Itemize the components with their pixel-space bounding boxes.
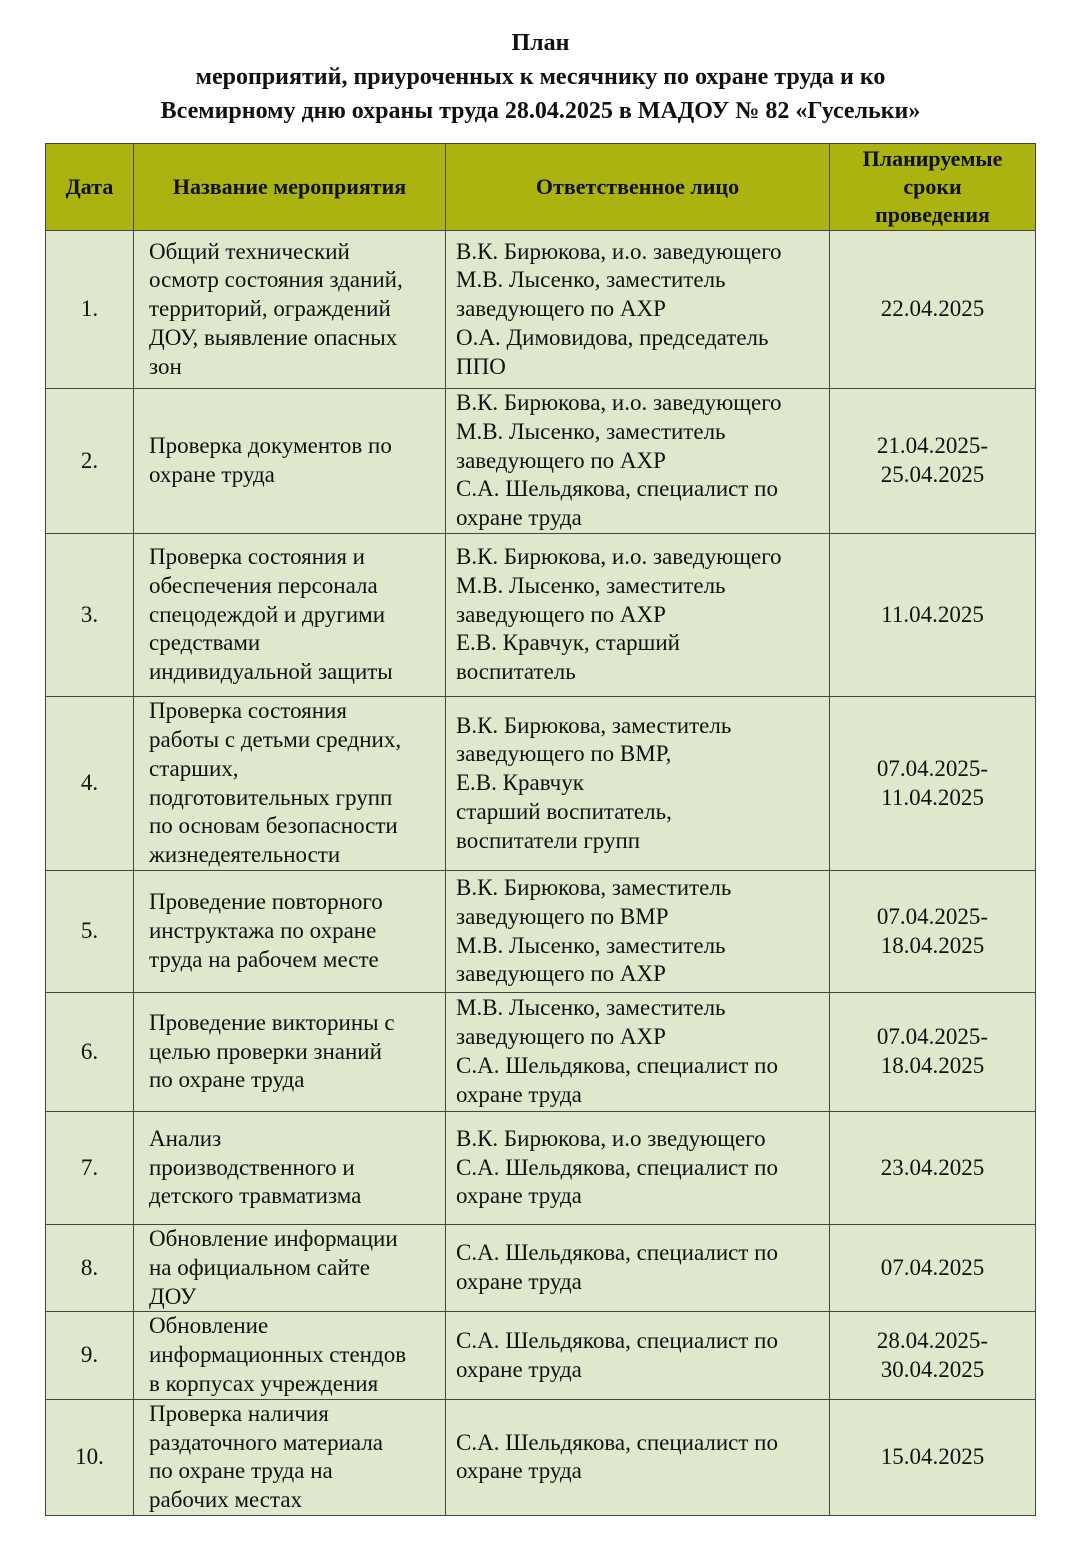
row-number — [46, 389, 134, 534]
text-line: С.А. Шельдякова, специалист по — [456, 1053, 778, 1078]
text-line: ДОУ, выявление опасных — [149, 324, 398, 350]
document-title — [0, 26, 1081, 128]
text-line: рабочих местах — [149, 1487, 303, 1513]
text-line: Название мероприятия — [172, 174, 407, 199]
text-line: заведующего по АХР — [456, 1024, 666, 1050]
table-row — [46, 1399, 1036, 1515]
text-line: обеспечения персонала — [149, 572, 378, 598]
text-line: В.К. Бирюкова, и.о. заведующего — [456, 390, 782, 415]
text-line: 07.04.2025- — [876, 1024, 989, 1050]
row-number — [46, 697, 134, 871]
text-line: по охране труда на — [149, 1458, 333, 1484]
text-line: С.А. Шельдякова, специалист по — [456, 1429, 778, 1455]
text-line: старших, — [149, 755, 239, 781]
text-line: М.В. Лысенко, заместитель — [456, 267, 726, 293]
table-row — [46, 1112, 1036, 1225]
event-name — [134, 871, 446, 993]
table-row — [46, 871, 1036, 993]
planned-dates — [830, 1312, 1036, 1399]
text-line: Планируемые — [862, 146, 1003, 171]
text-line: индивидуальной защиты — [149, 659, 393, 685]
event-name — [134, 1112, 446, 1225]
planned-dates — [830, 871, 1036, 993]
text-line: Ответственное лицо — [535, 174, 740, 199]
text-line: целью проверки знаний — [149, 1038, 382, 1064]
text-line: Проведение викторины с — [149, 1009, 395, 1035]
text-line: С.А. Шельдякова, специалист по — [456, 1240, 778, 1266]
text-line: Проверка документов по — [149, 433, 392, 459]
header-responsible — [446, 144, 830, 231]
table-row — [46, 534, 1036, 697]
text-line: охране труда — [456, 1183, 582, 1209]
planned-dates — [830, 389, 1036, 534]
text-line: 22.04.2025 — [880, 296, 985, 322]
responsible-person — [446, 1112, 830, 1225]
text-line: 5. — [80, 918, 99, 944]
table-row — [46, 389, 1036, 534]
responsible-person — [446, 1312, 830, 1399]
text-line: 28.04.2025- — [876, 1327, 989, 1353]
text-line: В.К. Бирюкова, и.о. заведующего — [456, 238, 782, 264]
title-line: Всемирному дню охраны труда 28.04.2025 в МАДОУ № 82 «Гусельки» — [160, 98, 921, 124]
text-line: заведующего по АХР — [456, 296, 666, 322]
header-planned-dates — [830, 144, 1036, 231]
text-line: С.А. Шельдякова, специалист по — [456, 476, 778, 502]
text-line: охране труда — [149, 462, 275, 487]
text-line: старший воспитатель, — [456, 798, 672, 824]
row-number — [46, 1399, 134, 1515]
table-row — [46, 1312, 1036, 1399]
text-line: инструктажа по охране — [149, 918, 377, 944]
text-line: Дата — [65, 174, 114, 199]
text-line: зон — [149, 353, 182, 379]
text-line: М.В. Лысенко, заместитель — [456, 932, 726, 958]
text-line: Проверка состояния — [149, 698, 347, 724]
text-line: В.К. Бирюкова, и.о. заведующего — [456, 544, 782, 569]
text-line: охране труда — [456, 1356, 582, 1382]
text-line: Обновление — [149, 1313, 269, 1339]
responsible-person — [446, 1399, 830, 1515]
text-line: детского травматизма — [149, 1183, 362, 1209]
text-line: ДОУ — [149, 1283, 197, 1309]
row-number — [46, 231, 134, 389]
table-row — [46, 993, 1036, 1112]
text-line: 8. — [80, 1254, 99, 1280]
table-row — [46, 231, 1036, 389]
text-line: 9. — [80, 1342, 99, 1368]
event-name — [134, 231, 446, 389]
row-number — [46, 1312, 134, 1399]
text-line: 10. — [75, 1443, 104, 1469]
text-line: ППО — [456, 353, 506, 379]
text-line: 7. — [80, 1154, 99, 1180]
text-line: Проверка состояния и — [149, 544, 365, 569]
planned-dates — [830, 697, 1036, 871]
events-table — [45, 143, 1036, 1516]
event-name — [134, 697, 446, 871]
text-line: 21.04.2025- — [876, 433, 989, 459]
text-line: В.К. Бирюкова, и.о зведующего — [456, 1125, 766, 1151]
text-line: 07.04.2025- — [876, 755, 989, 781]
text-line: М.В. Лысенко, заместитель — [456, 418, 726, 444]
text-line: Анализ — [149, 1125, 222, 1151]
text-line: заведующего по АХР — [456, 447, 666, 473]
text-line: средствами — [149, 630, 261, 656]
text-line: заведующего по ВМР — [456, 903, 669, 929]
text-line: 3. — [80, 601, 99, 627]
text-line: Проверка наличия — [149, 1400, 329, 1426]
header-date — [46, 144, 134, 231]
event-name — [134, 993, 446, 1112]
title-line: мероприятий, приуроченных к месячнику по охране труда и ко — [195, 64, 886, 90]
text-line: 18.04.2025 — [880, 1053, 985, 1078]
responsible-person — [446, 1225, 830, 1312]
text-line: 11.04.2025 — [881, 601, 984, 627]
text-line: раздаточного материала — [149, 1429, 384, 1455]
text-line: охране труда — [456, 1081, 582, 1107]
text-line: территорий, ограждений — [149, 296, 391, 322]
responsible-person — [446, 993, 830, 1112]
text-line: спецодеждой и другими — [149, 601, 385, 627]
text-line: 07.04.2025 — [880, 1254, 985, 1280]
text-line: в корпусах учреждения — [149, 1370, 379, 1396]
text-line: О.А. Димовидова, председатель — [456, 324, 769, 350]
text-line: заведующего по ВМР, — [456, 741, 672, 767]
responsible-person — [446, 697, 830, 871]
table-row — [46, 697, 1036, 871]
text-line: 1. — [80, 296, 99, 322]
text-line: М.В. Лысенко, заместитель — [456, 995, 726, 1021]
text-line: на официальном сайте — [149, 1254, 370, 1280]
text-line: Проведение повторного — [149, 889, 383, 915]
text-line: 15.04.2025 — [880, 1443, 985, 1469]
planned-dates — [830, 993, 1036, 1112]
planned-dates — [830, 1399, 1036, 1515]
row-number — [46, 1112, 134, 1225]
planned-dates — [830, 534, 1036, 697]
text-line: жизнедеятельности — [149, 842, 341, 868]
table-header-row — [46, 144, 1036, 231]
text-line: проведения — [875, 202, 990, 227]
text-line: охране труда — [456, 505, 582, 531]
text-line: 6. — [80, 1038, 99, 1064]
text-line: Общий технический — [149, 238, 350, 264]
text-line: производственного и — [149, 1154, 355, 1180]
planned-dates — [830, 1225, 1036, 1312]
text-line: Е.В. Кравчук, старший — [456, 630, 680, 656]
text-line: 07.04.2025- — [876, 903, 989, 929]
text-line: охране труда — [456, 1269, 582, 1295]
text-line: Е.В. Кравчук — [456, 770, 584, 796]
text-line: информационных стендов — [149, 1342, 407, 1368]
planned-dates — [830, 1112, 1036, 1225]
event-name — [134, 389, 446, 534]
text-line: 4. — [80, 770, 99, 796]
event-name — [134, 1225, 446, 1312]
text-line: осмотр состояния зданий, — [149, 267, 403, 293]
table-row — [46, 1225, 1036, 1312]
text-line: М.В. Лысенко, заместитель — [456, 572, 726, 598]
text-line: С.А. Шельдякова, специалист по — [456, 1154, 778, 1180]
text-line: 30.04.2025 — [880, 1356, 985, 1382]
row-number — [46, 871, 134, 993]
text-line: Обновление информации — [149, 1226, 398, 1251]
planned-dates — [830, 231, 1036, 389]
responsible-person — [446, 534, 830, 697]
text-line: заведующего по АХР — [456, 601, 666, 627]
text-line: охране труда — [456, 1458, 582, 1484]
text-line: 11.04.2025 — [881, 784, 984, 810]
text-line: подготовительных групп — [149, 784, 393, 810]
event-name — [134, 1399, 446, 1515]
text-line: 2. — [80, 447, 99, 473]
row-number — [46, 1225, 134, 1312]
event-name — [134, 534, 446, 697]
row-number — [46, 993, 134, 1112]
text-line: 25.04.2025 — [880, 462, 985, 487]
text-line: 18.04.2025 — [880, 932, 985, 958]
text-line: по охране труда — [149, 1067, 305, 1093]
text-line: 23.04.2025 — [880, 1154, 985, 1180]
text-line: В.К. Бирюкова, заместитель — [456, 712, 732, 738]
title-line: План — [511, 30, 570, 56]
text-line: по основам безопасности — [149, 813, 398, 839]
text-line: С.А. Шельдякова, специалист по — [456, 1327, 778, 1353]
event-name — [134, 1312, 446, 1399]
header-event-name — [134, 144, 446, 231]
text-line: В.К. Бирюкова, заместитель — [456, 874, 732, 900]
row-number — [46, 534, 134, 697]
responsible-person — [446, 389, 830, 534]
text-line: труда на рабочем месте — [149, 946, 379, 972]
responsible-person — [446, 231, 830, 389]
text-line: воспитатели групп — [456, 827, 641, 853]
text-line: работы с детьми средних, — [149, 726, 402, 752]
responsible-person — [446, 871, 830, 993]
text-line: воспитатель — [456, 659, 576, 685]
text-line: заведующего по АХР — [456, 961, 666, 987]
text-line: сроки — [903, 174, 962, 199]
